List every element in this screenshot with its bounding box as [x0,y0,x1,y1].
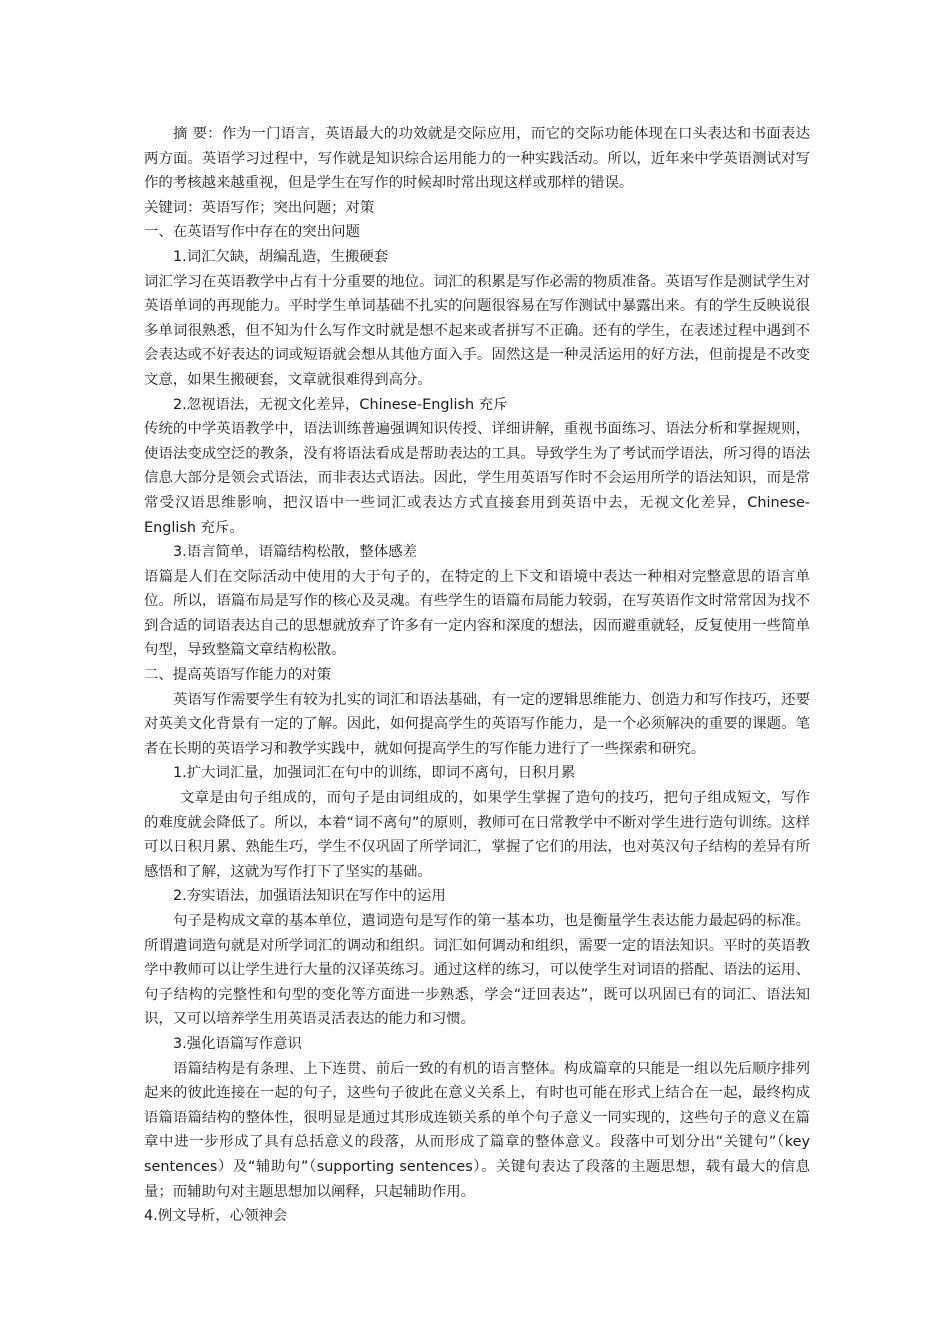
body-paragraph-expand-vocabulary: 文章是由句子组成的，而句子是由词组成的，如果学生掌握了造句的技巧，把句子组成短文，写作的难度就会降低了。所以，本着“词不离句”的原则，教师可在日常教学中不断对学生进行造句训练。这样可以日积月累、熟能生巧，学生不仅巩固了所学词汇，掌握了它们的用法，也对英汉句子结构的差异有所感悟和了解，这就为写作打下了坚实的基础。 [144,790,810,880]
body-paragraph-grammar-strategy: 句子是构成文章的基本单位，遣词造句是写作的第一基本功，也是衡量学生表达能力最起码的标准。所谓遣词造句就是对所学词汇的调动和组织。词汇如何调动和组织，需要一定的语法知识。平时的英语教学中教师可以让学生进行大量的汉译英练习。通过这样的练习，可以使学生对词语的搭配、语法的运用、句子结构的完整性和句型的变化等方面进一步熟悉，学会“迂回表达”，既可以巩固已有的词汇、语法知识，又可以培养学生用英语灵活表达的能力和习惯。 [144,913,810,1028]
body-paragraph-discourse-awareness: 语篇结构是有条理、上下连贯、前后一致的有机的语言整体。构成篇章的只能是一组以先后顺序排列起来的彼此连接在一起的句子，这些句子彼此在意义关系上，有时也可能在形式上结合在一起，最终构成语篇语篇结构的整体性，很明显是通过其形成连锁关系的单个句子意义一同实现的，这些句子的意义在篇章中进一步形成了具有总括意义的段落，从而形成了篇章的整体意义。段落中可划分出“关键句”（key sentences）及“辅助句”（supporting sentences）。关键句表达了段落的主题思想，载有最大的信息量；而辅助句对主题思想加以阐释，只起辅助作用。 [144,1060,810,1200]
section-heading-strategies: 二、提高英语写作能力的对策 [144,667,332,684]
subheading-grammar-strategy: 2.夯实语法，加强语法知识在写作中的运用 [173,888,446,905]
subheading-discourse-awareness: 3.强化语篇写作意识 [173,1035,302,1052]
body-paragraph-strategies-intro: 英语写作需要学生有较为扎实的词汇和语法基础，有一定的逻辑思维能力、创造力和写作技巧，还要对英美文化背景有一定的了解。因此，如何提高学生的英语写作能力，是一个必须解决的重要的课题。笔者在长期的英语学习和教学实践中，就如何提高学生的写作能力进行了一些探索和研究。 [144,691,810,757]
document-body [144,122,810,1229]
body-paragraph-grammar: 传统的中学英语教学中，语法训练普遍强调知识传授、详细讲解，重视书面练习、语法分析和掌握规则，使语法变成空泛的教条，没有将语法看成是帮助表达的工具。导致学生为了考试而学语法，所习得的语法信息大部分是领会式语法，而非表达式语法。因此，学生用英语写作时不会运用所学的语法知识，而是常常受汉语思维影响，把汉语中一些词汇或表达方式直接套用到英语中去，无视文化差异，Chinese-English 充斥。 [144,421,810,536]
subheading-expand-vocabulary: 1.扩大词汇量，加强词汇在句中的训练，即词不离句，日积月累 [173,765,576,782]
subheading-example-analysis: 4.例文导析，心领神会 [144,1208,288,1225]
body-paragraph-vocabulary: 词汇学习在英语教学中占有十分重要的地位。词汇的积累是写作必需的物质准备。英语写作是测试学生对英语单词的再现能力。平时学生单词基础不扎实的问题很容易在写作测试中暴露出来。有的学生反映说很多单词很熟悉，但不知为什么写作文时就是想不起来或者拼写不正确。还有的学生，在表述过程中遇到不会表达或不好表达的词或短语就会想从其他方面入手。固然这是一种灵活运用的好方法，但前提是不改变文意，如果生搬硬套，文章就很难得到高分。 [144,273,810,388]
subheading-discourse: 3.语言简单，语篇结构松散，整体感差 [173,544,417,561]
section-heading-problems: 一、在英语写作中存在的突出问题 [144,224,360,241]
abstract-paragraph: 摘 要：作为一门语言，英语最大的功效就是交际应用，而它的交际功能体现在口头表达和书面表达两方面。英语学习过程中，写作就是知识综合运用能力的一种实践活动。所以，近年来中学英语测试对写作的考核越来越重视，但是学生在写作的时候却时常出现这样或那样的错误。 [144,126,810,192]
keywords-line: 关键词：英语写作；突出问题；对策 [144,199,375,216]
subheading-grammar: 2.忽视语法，无视文化差异，Chinese-English 充斥 [173,396,508,413]
body-paragraph-discourse: 语篇是人们在交际活动中使用的大于句子的，在特定的上下文和语境中表达一种相对完整意思的语言单位。所以，语篇布局是写作的核心及灵魂。有些学生的语篇布局能力较弱，在写英语作文时常常因为找不到合适的词语表达自己的思想就放弃了许多有一定内容和深度的想法，因而避重就轻，反复使用一些简单句型，导致整篇文章结构松散。 [144,568,810,659]
subheading-vocabulary: 1.词汇欠缺，胡编乱造，生搬硬套 [173,248,389,265]
